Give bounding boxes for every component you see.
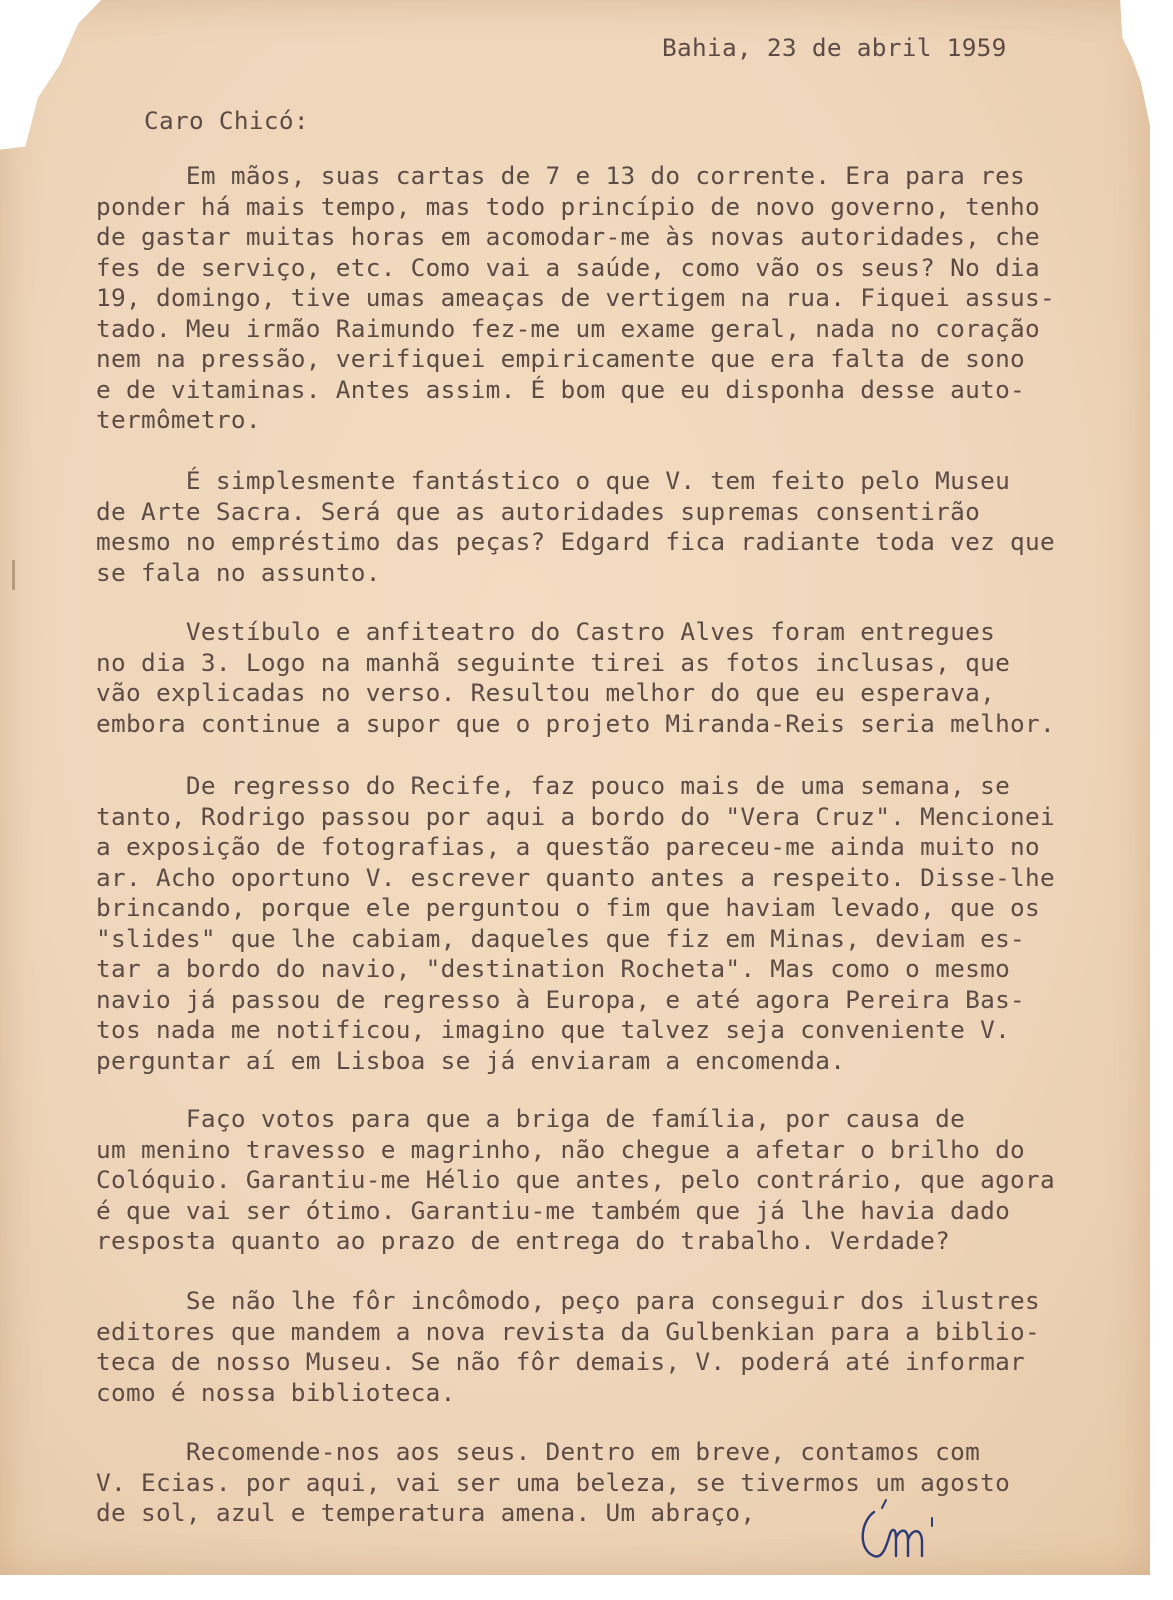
text-line: editores que mandem a nova revista da Gulbenkian para a biblio- xyxy=(96,1316,1041,1346)
text-line: de gastar muitas horas em acomodar-me às novas autoridades, che xyxy=(96,222,1041,251)
text-line: De regresso do Recife, faz pouco mais de uma semana, se xyxy=(96,771,1011,800)
text-line: teca de nosso Museu. Se não fôr demais, V. poderá até informar xyxy=(96,1347,1026,1376)
text-line: Em mãos, suas cartas de 7 e 13 do corrente. Era para res xyxy=(96,161,1026,190)
text-line: tos nada me notificou, imagino que talvez seja conveniente V. xyxy=(96,1015,1011,1044)
paragraph-6 xyxy=(96,1286,1141,1408)
text-line: tar a bordo do navio, "destination Rocheta". Mas como o mesmo xyxy=(96,954,1011,983)
text-line: Vestíbulo e anfiteatro do Castro Alves foram entregues xyxy=(96,617,996,646)
text-line: mesmo no empréstimo das peças? Edgard fica radiante toda vez que xyxy=(96,527,1056,556)
paragraph-3 xyxy=(96,617,1141,739)
text-line: termômetro. xyxy=(96,405,261,434)
paragraph-4 xyxy=(96,771,1141,1076)
text-line: tado. Meu irmão Raimundo fez-me um exame geral, nada no coração xyxy=(96,313,1041,343)
text-line: de sol, azul e temperatura amena. Um abraço, xyxy=(96,1498,756,1527)
text-line: ar. Acho oportuno V. escrever quanto antes a respeito. Disse-lhe xyxy=(96,862,1056,892)
text-line: Colóquio. Garantiu-me Hélio que antes, pelo contrário, que agora xyxy=(96,1165,1056,1194)
text-line: um menino travesso e magrinho, não chegue a afetar o brilho do xyxy=(96,1134,1026,1164)
text-line: nem na pressão, verifiquei empiricamente que era falta de sono xyxy=(96,344,1026,373)
text-line: de Arte Sacra. Será que as autoridades supremas consentirão xyxy=(96,496,981,526)
letter-salutation: Caro Chicó: xyxy=(144,106,309,135)
paragraph-5 xyxy=(96,1104,1141,1257)
text-line: no dia 3. Logo na manhã seguinte tirei as fotos inclusas, que xyxy=(96,647,1011,677)
text-line: embora continue a supor que o projeto Miranda-Reis seria melhor. xyxy=(96,708,1056,738)
text-line: navio já passou de regresso à Europa, e até agora Pereira Bas- xyxy=(96,984,1026,1014)
text-line: é que vai ser ótimo. Garantiu-me também que já lhe havia dado xyxy=(96,1195,1011,1225)
letter-date: Bahia, 23 de abril 1959 xyxy=(662,33,1007,62)
text-line: vão explicadas no verso. Resultou melhor do que eu esperava, xyxy=(96,678,996,707)
paragraph-1 xyxy=(96,161,1141,436)
text-line: como é nossa biblioteca. xyxy=(96,1377,456,1407)
text-line: Recomende-nos aos seus. Dentro em breve, contamos com xyxy=(96,1437,981,1466)
paragraph-7 xyxy=(96,1437,1141,1529)
text-line: ponder há mais tempo, mas todo princípio de novo governo, tenho xyxy=(96,191,1041,221)
handwritten-signature xyxy=(852,1498,942,1568)
paragraph-2 xyxy=(96,466,1141,588)
text-line: e de vitaminas. Antes assim. É bom que eu disponha desse auto- xyxy=(96,374,1026,404)
text-line: 19, domingo, tive umas ameaças de vertigem na rua. Fiquei assus- xyxy=(96,283,1056,312)
text-line: É simplesmente fantástico o que V. tem feito pelo Museu xyxy=(96,466,1011,495)
text-line: Faço votos para que a briga de família, por causa de xyxy=(96,1104,966,1133)
text-line: brincando, porque ele perguntou o fim que haviam levado, que os xyxy=(96,893,1041,922)
text-line: resposta quanto ao prazo de entrega do trabalho. Verdade? xyxy=(96,1226,951,1255)
text-line: V. Ecias. por aqui, vai ser uma beleza, se tivermos um agosto xyxy=(96,1467,1011,1497)
text-line: perguntar aí em Lisboa se já enviaram a encomenda. xyxy=(96,1045,846,1075)
text-line: "slides" que lhe cabiam, daqueles que fiz em Minas, deviam es- xyxy=(96,923,1026,953)
text-line: Se não lhe fôr incômodo, peço para conseguir dos ilustres xyxy=(96,1286,1041,1315)
text-line: tanto, Rodrigo passou por aqui a bordo do "Vera Cruz". Mencionei xyxy=(96,801,1056,831)
text-line: fes de serviço, etc. Como vai a saúde, como vão os seus? No dia xyxy=(96,252,1041,282)
text-line: a exposição de fotografias, a questão pareceu-me ainda muito no xyxy=(96,832,1041,861)
text-line: se fala no assunto. xyxy=(96,557,381,587)
